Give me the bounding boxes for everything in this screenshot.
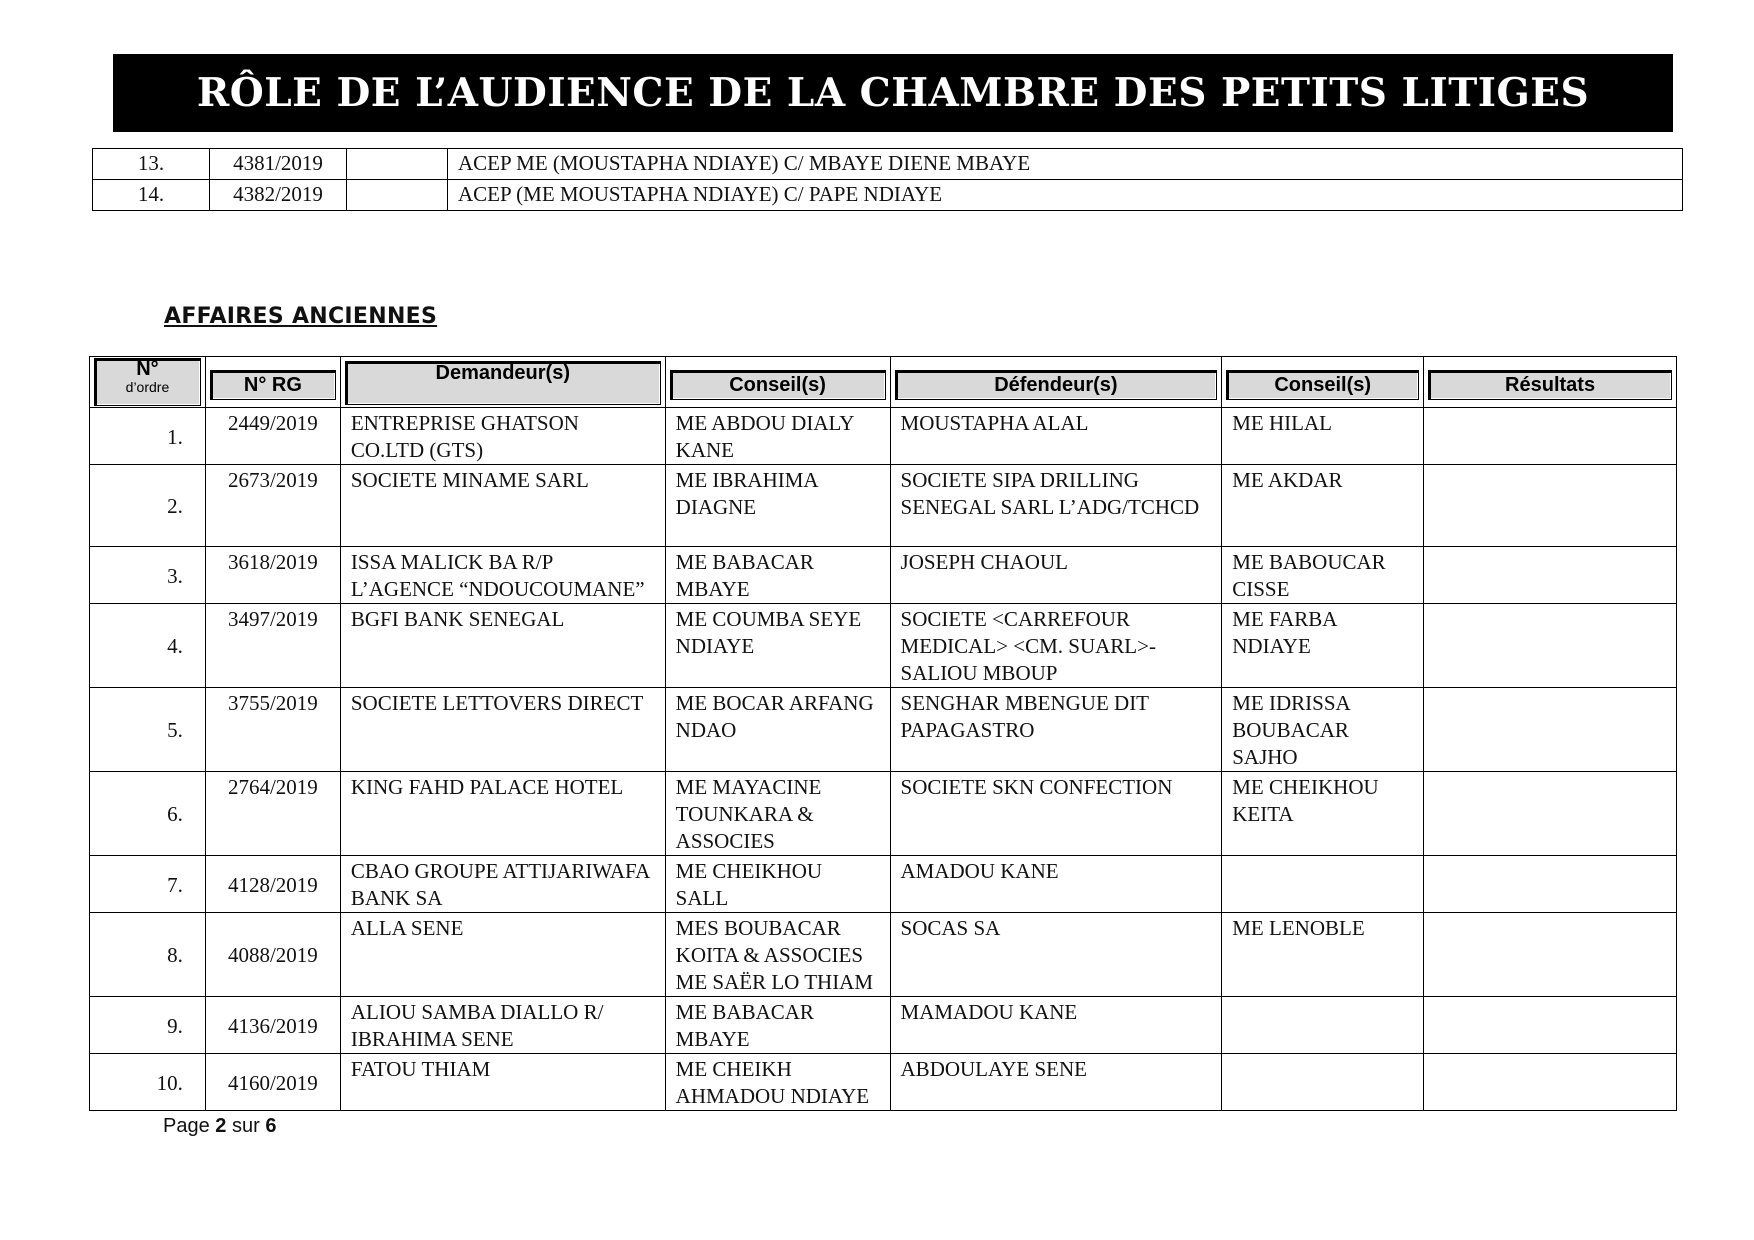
- case-order-number: 13.: [93, 149, 210, 180]
- table-row: [90, 408, 1677, 465]
- rg-number: 4128/2019: [205, 856, 340, 913]
- case-rg-number: 4382/2019: [210, 180, 347, 211]
- defendant-counsel: [1222, 856, 1424, 913]
- table-header-row: [90, 357, 1677, 408]
- defendant: SOCAS SA: [890, 913, 1222, 997]
- table-row: [93, 149, 1683, 180]
- defendant: ABDOULAYE SENE: [890, 1054, 1222, 1111]
- defendant: SOCIETE <CARREFOUR MEDICAL> <CM. SUARL>-SALIOU MBOUP: [890, 604, 1222, 688]
- plaintiff: ALLA SENE: [340, 913, 665, 997]
- result: [1424, 408, 1677, 465]
- defendant: JOSEPH CHAOUL: [890, 547, 1222, 604]
- plaintiff-counsel: ME IBRAHIMA DIAGNE: [665, 465, 890, 547]
- order-number: 1.: [90, 408, 206, 465]
- order-number: 10.: [90, 1054, 206, 1111]
- rg-number: 4088/2019: [205, 913, 340, 997]
- table-row: [90, 856, 1677, 913]
- defendant: SENGHAR MBENGUE DIT PAPAGASTRO: [890, 688, 1222, 772]
- empty-cell: [347, 180, 448, 211]
- rg-number: 2764/2019: [205, 772, 340, 856]
- defendant: MOUSTAPHA ALAL: [890, 408, 1222, 465]
- defendant-counsel: ME LENOBLE: [1222, 913, 1424, 997]
- defendant-counsel: [1222, 1054, 1424, 1111]
- previous-cases-table: [92, 148, 1683, 211]
- result: [1424, 1054, 1677, 1111]
- plaintiff-counsel: ME BABACAR MBAYE: [665, 547, 890, 604]
- header-order-label: N°: [136, 358, 159, 380]
- order-number: 2.: [90, 465, 206, 547]
- rg-number: 3755/2019: [205, 688, 340, 772]
- section-title: AFFAIRES ANCIENNES: [164, 304, 438, 329]
- result: [1424, 688, 1677, 772]
- header-order-number: [90, 357, 206, 408]
- table-row: [90, 604, 1677, 688]
- result: [1424, 465, 1677, 547]
- rg-number: 2673/2019: [205, 465, 340, 547]
- plaintiff: ENTREPRISE GHATSON CO.LTD (GTS): [340, 408, 665, 465]
- footer-separator: sur: [231, 1115, 260, 1137]
- header-results-label: Résultats: [1428, 370, 1672, 400]
- plaintiff-counsel: ME CHEIKHOU SALL: [665, 856, 890, 913]
- header-plaintiff: [340, 357, 665, 408]
- plaintiff: ISSA MALICK BA R/P L’AGENCE “NDOUCOUMANE”: [340, 547, 665, 604]
- defendant: SOCIETE SKN CONFECTION: [890, 772, 1222, 856]
- result: [1424, 913, 1677, 997]
- table-row: [90, 997, 1677, 1054]
- plaintiff: CBAO GROUPE ATTIJARIWAFA BANK SA: [340, 856, 665, 913]
- plaintiff: ALIOU SAMBA DIALLO R/ IBRAHIMA SENE: [340, 997, 665, 1054]
- case-order-number: 14.: [93, 180, 210, 211]
- order-number: 5.: [90, 688, 206, 772]
- header-rg: [205, 357, 340, 408]
- result: [1424, 547, 1677, 604]
- case-parties: ACEP (ME MOUSTAPHA NDIAYE) C/ PAPE NDIAYE: [448, 180, 1683, 211]
- page-footer: [163, 1115, 276, 1138]
- rg-number: 2449/2019: [205, 408, 340, 465]
- header-plaintiff-counsel: [665, 357, 890, 408]
- table-row: [90, 772, 1677, 856]
- plaintiff: FATOU THIAM: [340, 1054, 665, 1111]
- plaintiff-counsel: ME COUMBA SEYE NDIAYE: [665, 604, 890, 688]
- header-order-sublabel: d’ordre: [125, 379, 170, 395]
- order-number: 6.: [90, 772, 206, 856]
- defendant-counsel: ME AKDAR: [1222, 465, 1424, 547]
- plaintiff: SOCIETE MINAME SARL: [340, 465, 665, 547]
- result: [1424, 856, 1677, 913]
- defendant-counsel: ME BABOUCAR CISSE: [1222, 547, 1424, 604]
- plaintiff-counsel: ME ABDOU DIALY KANE: [665, 408, 890, 465]
- rg-number: 4136/2019: [205, 997, 340, 1054]
- header-defendant-counsel-label: Conseil(s): [1226, 370, 1419, 400]
- plaintiff: BGFI BANK SENEGAL: [340, 604, 665, 688]
- case-rg-number: 4381/2019: [210, 149, 347, 180]
- order-number: 8.: [90, 913, 206, 997]
- page-title: RÔLE DE L’AUDIENCE DE LA CHAMBRE DES PETITS LITIGES: [113, 54, 1673, 132]
- order-number: 3.: [90, 547, 206, 604]
- table-row: [93, 180, 1683, 211]
- defendant-counsel: [1222, 997, 1424, 1054]
- plaintiff-counsel: ME BABACAR MBAYE: [665, 997, 890, 1054]
- header-defendant-label: Défendeur(s): [895, 370, 1218, 400]
- case-parties: ACEP ME (MOUSTAPHA NDIAYE) C/ MBAYE DIENE MBAYE: [448, 149, 1683, 180]
- order-number: 4.: [90, 604, 206, 688]
- table-row: [90, 547, 1677, 604]
- defendant: SOCIETE SIPA DRILLING SENEGAL SARL L’ADG/TCHCD: [890, 465, 1222, 547]
- empty-cell: [347, 149, 448, 180]
- header-plaintiff-counsel-label: Conseil(s): [670, 370, 886, 400]
- defendant-counsel: ME CHEIKHOU KEITA: [1222, 772, 1424, 856]
- header-rg-label: N° RG: [210, 370, 336, 400]
- plaintiff: SOCIETE LETTOVERS DIRECT: [340, 688, 665, 772]
- plaintiff-counsel: ME CHEIKH AHMADOU NDIAYE: [665, 1054, 890, 1111]
- header-plaintiff-label: Demandeur(s): [345, 361, 661, 405]
- footer-prefix: Page: [163, 1115, 210, 1137]
- defendant-counsel: ME FARBA NDIAYE: [1222, 604, 1424, 688]
- defendant: AMADOU KANE: [890, 856, 1222, 913]
- defendant: MAMADOU KANE: [890, 997, 1222, 1054]
- result: [1424, 604, 1677, 688]
- rg-number: 3618/2019: [205, 547, 340, 604]
- table-row: [90, 1054, 1677, 1111]
- result: [1424, 772, 1677, 856]
- plaintiff-counsel: ME MAYACINE TOUNKARA & ASSOCIES: [665, 772, 890, 856]
- order-number: 9.: [90, 997, 206, 1054]
- defendant-counsel: ME HILAL: [1222, 408, 1424, 465]
- table-row: [90, 688, 1677, 772]
- plaintiff-counsel: ME BOCAR ARFANG NDAO: [665, 688, 890, 772]
- defendant-counsel: ME IDRISSA BOUBACAR SAJHO: [1222, 688, 1424, 772]
- footer-page-total: 6: [265, 1115, 277, 1137]
- rg-number: 4160/2019: [205, 1054, 340, 1111]
- header-defendant: [890, 357, 1222, 408]
- result: [1424, 997, 1677, 1054]
- header-results: [1424, 357, 1677, 408]
- footer-page-number: 2: [215, 1115, 227, 1137]
- rg-number: 3497/2019: [205, 604, 340, 688]
- plaintiff-counsel: MES BOUBACAR KOITA & ASSOCIES ME SAËR LO THIAM: [665, 913, 890, 997]
- table-row: [90, 913, 1677, 997]
- plaintiff: KING FAHD PALACE HOTEL: [340, 772, 665, 856]
- order-number: 7.: [90, 856, 206, 913]
- table-row: [90, 465, 1677, 547]
- old-cases-table: [89, 356, 1677, 1111]
- header-defendant-counsel: [1222, 357, 1424, 408]
